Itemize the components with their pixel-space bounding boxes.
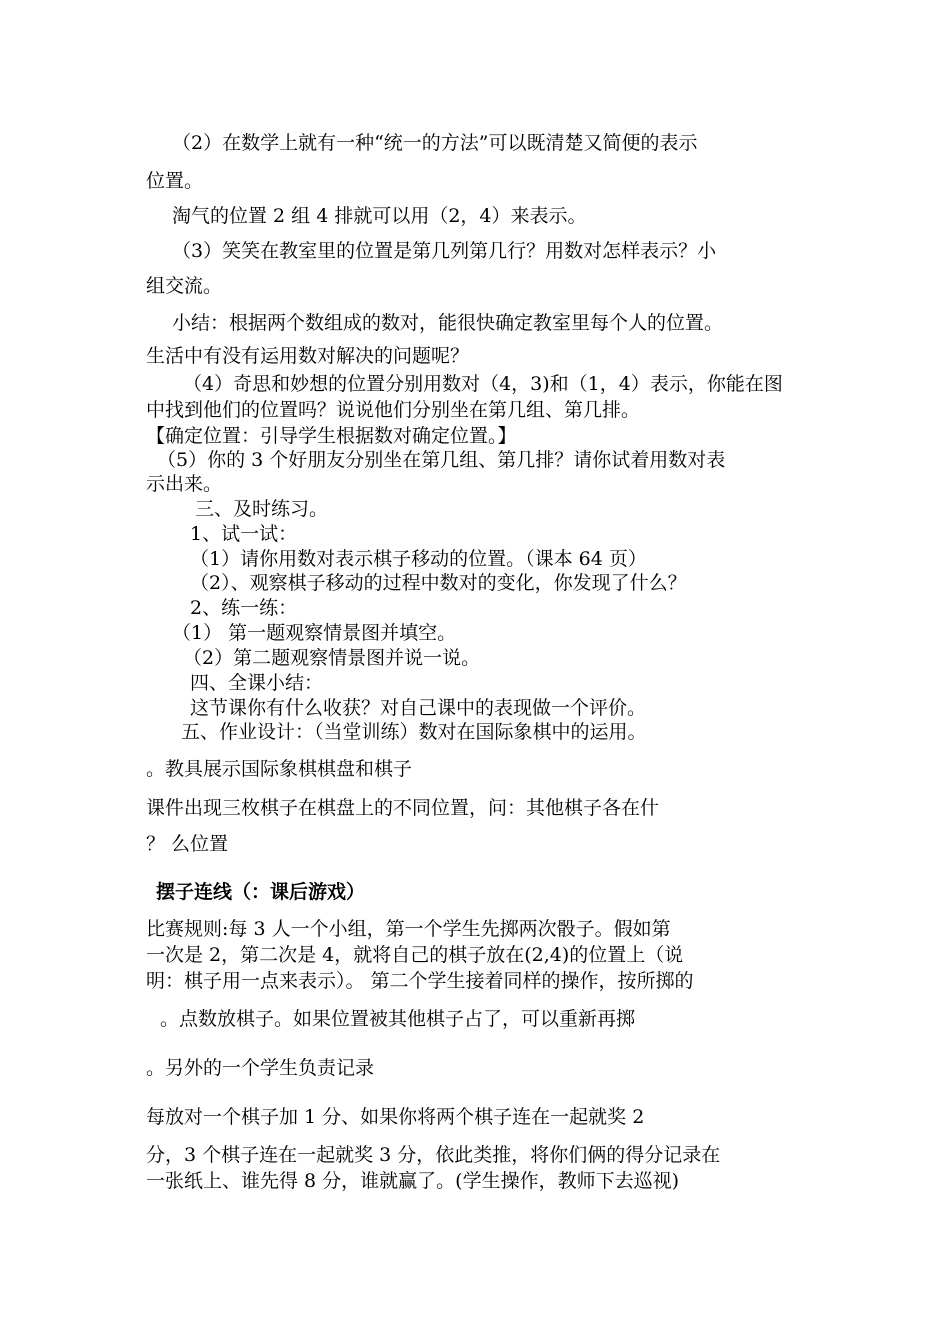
section-heading: 三、及时练习。: [195, 498, 329, 520]
text-line: 【确定位置：引导学生根据数对确定位置。】: [146, 425, 517, 447]
text-line: 这节课你有什么收获？对自己课中的表现做一个评价。: [190, 697, 647, 719]
text-line: 一次是 2，第二次是 4，就将自己的棋子放在(2,4)的位置上（说: [146, 944, 684, 966]
text-line: 分，3 个棋子连在一起就奖 3 分，依此类推，将你们俩的得分记录在: [146, 1144, 721, 1166]
text-line: 2、练一练：: [190, 597, 298, 619]
text-line: 1、试一试：: [190, 523, 298, 545]
text-line: 小结：根据两个数组成的数对，能很快确定教室里每个人的位置。: [172, 312, 724, 334]
text-line: 中找到他们的位置吗？说说他们分别坐在第几组、第几排。: [146, 399, 641, 421]
text-line: 。点数放棋子。如果位置被其他棋子占了，可以重新再掷: [160, 1008, 636, 1030]
text-line: （1） 第一题观察情景图并填空。: [172, 622, 457, 644]
text-line: （3）笑笑在教室里的位置是第几列第几行？用数对怎样表示？小: [172, 240, 717, 262]
text-line: 一张纸上、谁先得 8 分，谁就赢了。(学生操作，教师下去巡视): [146, 1170, 679, 1192]
section-heading: 五、作业设计：（当堂训练）数对在国际象棋中的运用。: [181, 721, 647, 743]
text-line: （2）、观察棋子移动的过程中数对的变化，你发现了什么？: [190, 572, 687, 594]
text-line: （1）请你用数对表示棋子移动的位置。（课本 64 页）: [190, 548, 647, 570]
section-heading: 摆子连线（：课后游戏）: [156, 881, 366, 903]
text-line: 生活中有没有运用数对解决的问题呢？: [146, 345, 470, 367]
text-line: 课件出现三枚棋子在棋盘上的不同位置，问：其他棋子各在什: [146, 797, 660, 819]
text-line: （4）奇思和妙想的位置分别用数对（4，3)和（1，4）表示，你能在图: [183, 373, 783, 395]
text-line: 示出来。: [146, 473, 223, 495]
text-line: 淘气的位置 2 组 4 排就可以用（2，4）来表示。: [172, 205, 587, 227]
text-line: 位置。: [146, 170, 204, 192]
text-line: 每放对一个棋子加 1 分、如果你将两个棋子连在一起就奖 2: [146, 1106, 645, 1128]
text-line: 。教具展示国际象棋棋盘和棋子: [146, 758, 413, 780]
text-line: （5）你的 3 个好朋友分别坐在第几组、第几排？请你试着用数对表: [157, 449, 726, 471]
text-line: 明：棋子用一点来表示）。 第二个学生接着同样的操作，按所掷的: [146, 970, 694, 992]
text-line: 。另外的一个学生负责记录: [146, 1057, 375, 1079]
text-line: 比赛规则:每 3 人一个小组，第一个学生先掷两次骰子。假如第: [146, 918, 671, 940]
text-line: （2）第二题观察情景图并说一说。: [183, 647, 481, 669]
text-line: （2）在数学上就有一种“统一的方法”可以既清楚又简便的表示: [172, 132, 698, 154]
text-line: 组交流。: [146, 275, 223, 297]
text-line: ？ 么位置: [146, 833, 229, 855]
section-heading: 四、全课小结：: [190, 672, 324, 694]
